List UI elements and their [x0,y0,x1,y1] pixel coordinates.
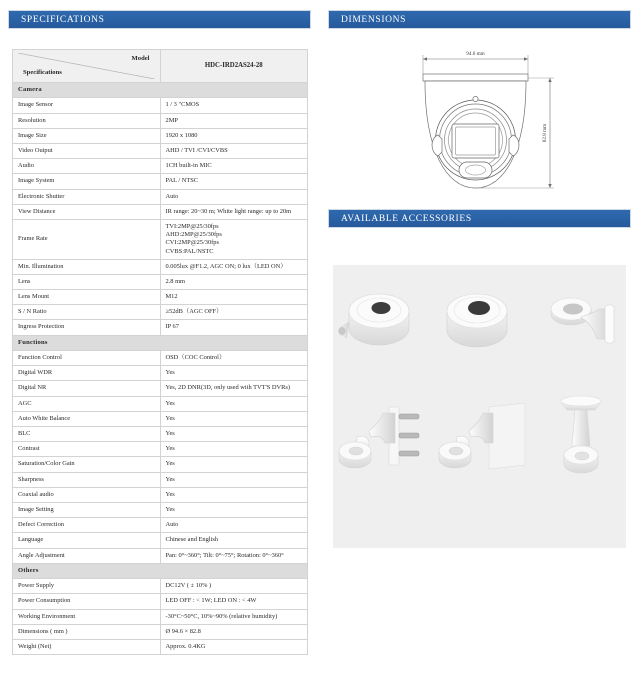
corner-specifications-label: Specifications [23,68,62,76]
spec-value: 0.005lux @F1.2, AGC ON; 0 lux（LED ON） [160,259,308,274]
table-row [13,305,308,320]
table-row [13,320,308,335]
spec-key: Coaxial audio [13,487,161,502]
table-row [13,502,308,517]
spec-key: Image System [13,174,161,189]
spec-key: Dimensions ( mm ) [13,624,161,639]
camera-dimension-diagram-icon [328,40,631,200]
table-row [13,472,308,487]
table-row [13,159,308,174]
spec-key: Lens Mount [13,290,161,305]
accessory-wall-mount-bracket-with-plate [439,403,525,469]
spec-key: Image Size [13,128,161,143]
spec-key: Electronic Shutter [13,189,161,204]
spec-key: Power Supply [13,579,161,594]
table-row [13,518,308,533]
accessories-illustration-group [333,265,626,548]
spec-key: Image Setting [13,502,161,517]
table-row [13,442,308,457]
group-label: Functions [13,335,308,350]
spec-value: IR range: 20~30 m; White light range: up to 20m [160,204,308,219]
dimensions-section-title: DIMENSIONS [341,14,407,25]
spec-value: Yes [160,366,308,381]
table-row [13,204,308,219]
spec-key: Frame Rate [13,219,161,259]
spec-key: Video Output [13,144,161,159]
corner-model-label: Model [131,55,150,62]
model-name-cell: HDC-IRD2AS24-28 [160,50,308,83]
table-row [13,98,308,113]
spec-value: -30°C~50°C, 10%~90% (relative humidity) [160,609,308,624]
accessories-section-header [328,209,631,228]
table-row [13,219,308,259]
specifications-table-container [12,49,308,655]
spec-key: AGC [13,396,161,411]
spec-value: Yes [160,411,308,426]
spec-key: Working Environment [13,609,161,624]
spec-key: Resolution [13,113,161,128]
table-row [13,594,308,609]
spec-value: Ø 94.6 × 82.8 [160,624,308,639]
table-row [13,128,308,143]
spec-value: Yes [160,396,308,411]
table-row [13,579,308,594]
spec-value: Auto [160,189,308,204]
accessory-pole-mount-bracket [339,407,419,468]
spec-value: ≥52dB（AGC OFF） [160,305,308,320]
spec-key: Contrast [13,442,161,457]
spec-value: M12 [160,290,308,305]
table-row [13,639,308,654]
spec-value: Chinese and English [160,533,308,548]
spec-value: IP 67 [160,320,308,335]
specifications-section-title: SPECIFICATIONS [21,14,105,25]
spec-value: Yes [160,487,308,502]
table-row [13,144,308,159]
spec-value: Yes [160,502,308,517]
lens-window-inner [456,127,496,155]
table-row [13,113,308,128]
spec-value: Yes [160,427,308,442]
group-row [13,563,308,578]
spec-value: 1920 x 1080 [160,128,308,143]
spec-value: Auto [160,518,308,533]
spec-key: Power Consumption [13,594,161,609]
accessory-ceiling-pendant-mount [561,396,601,473]
spec-key: Digital NR [13,381,161,396]
lens-left-tab [432,135,442,156]
accessories-section-title: AVAILABLE ACCESSORIES [341,213,472,224]
spec-value: AHD / TVI /CVI/CVBS [160,144,308,159]
accessories-image-panel [333,265,626,548]
accessory-junction-box-with-cable-gland [339,294,409,345]
corner-header-cell [13,50,161,83]
spec-key: View Distance [13,204,161,219]
spec-value: TVI:2MP@25/30fps AHD:2MP@25/30fps CVI:2MP@25/30fps CVBS:PAL/NSTC [160,219,308,259]
spec-key: Image Sensor [13,98,161,113]
spec-value: 1CH built-in MIC [160,159,308,174]
spec-key: Audio [13,159,161,174]
spec-key: Function Control [13,351,161,366]
spec-key: Min. Illumination [13,259,161,274]
spec-value: PAL / NTSC [160,174,308,189]
table-header-row [13,50,308,83]
spec-value: LED OFF : < 1W; LED ON : < 4W [160,594,308,609]
spec-value: 1 / 3 "CMOS [160,98,308,113]
table-row [13,174,308,189]
spec-value: Yes [160,442,308,457]
led-capsule [459,162,492,178]
spec-value: Yes [160,457,308,472]
spec-key: Auto White Balance [13,411,161,426]
table-row [13,274,308,289]
spec-value: Approx. 0.4KG [160,639,308,654]
spec-value: 2MP [160,113,308,128]
table-row [13,259,308,274]
spec-key: Saturation/Color Gain [13,457,161,472]
group-label: Others [13,563,308,578]
specifications-table [12,49,308,655]
group-label: Camera [13,83,308,98]
spec-key: Language [13,533,161,548]
table-row [13,609,308,624]
spec-value: Pan: 0°~360°; Tilt: 0°~75°; Rotation: 0°~360° [160,548,308,563]
table-row [13,548,308,563]
camera-base-plate [423,74,528,81]
table-row [13,290,308,305]
spec-key: Weight (Net) [13,639,161,654]
spec-value: Yes, 2D DNR(3D, only used with TVT'S DVRs) [160,381,308,396]
accessory-wall-mount-bracket-l-arm [551,298,614,343]
width-dimension-label: 94.6 mm [466,51,485,57]
table-row [13,381,308,396]
height-dimension-label: 82.8 mm [542,123,548,143]
spec-key: Angle Adjustment [13,548,161,563]
table-row [13,457,308,472]
spec-key: Defect Correction [13,518,161,533]
table-row [13,487,308,502]
spec-key: BLC [13,427,161,442]
table-row [13,411,308,426]
table-row [13,533,308,548]
table-row [13,351,308,366]
dimensions-section-header [328,10,631,29]
spec-key: S / N Ratio [13,305,161,320]
dome-screw [473,96,478,101]
spec-key: Lens [13,274,161,289]
accessory-junction-box-round [447,294,507,347]
spec-value: DC12V ( ± 10% ) [160,579,308,594]
lens-right-tab [509,135,519,156]
spec-key: Sharpness [13,472,161,487]
dimensions-drawing [328,40,631,200]
table-row [13,427,308,442]
table-row [13,366,308,381]
spec-value: OSD（COC Control） [160,351,308,366]
group-row [13,335,308,350]
spec-value: Yes [160,472,308,487]
table-row [13,189,308,204]
table-row [13,396,308,411]
spec-value: 2.8 mm [160,274,308,289]
spec-key: Ingress Protection [13,320,161,335]
table-row [13,624,308,639]
specifications-section-header [8,10,311,29]
group-row [13,83,308,98]
spec-key: Digital WDR [13,366,161,381]
